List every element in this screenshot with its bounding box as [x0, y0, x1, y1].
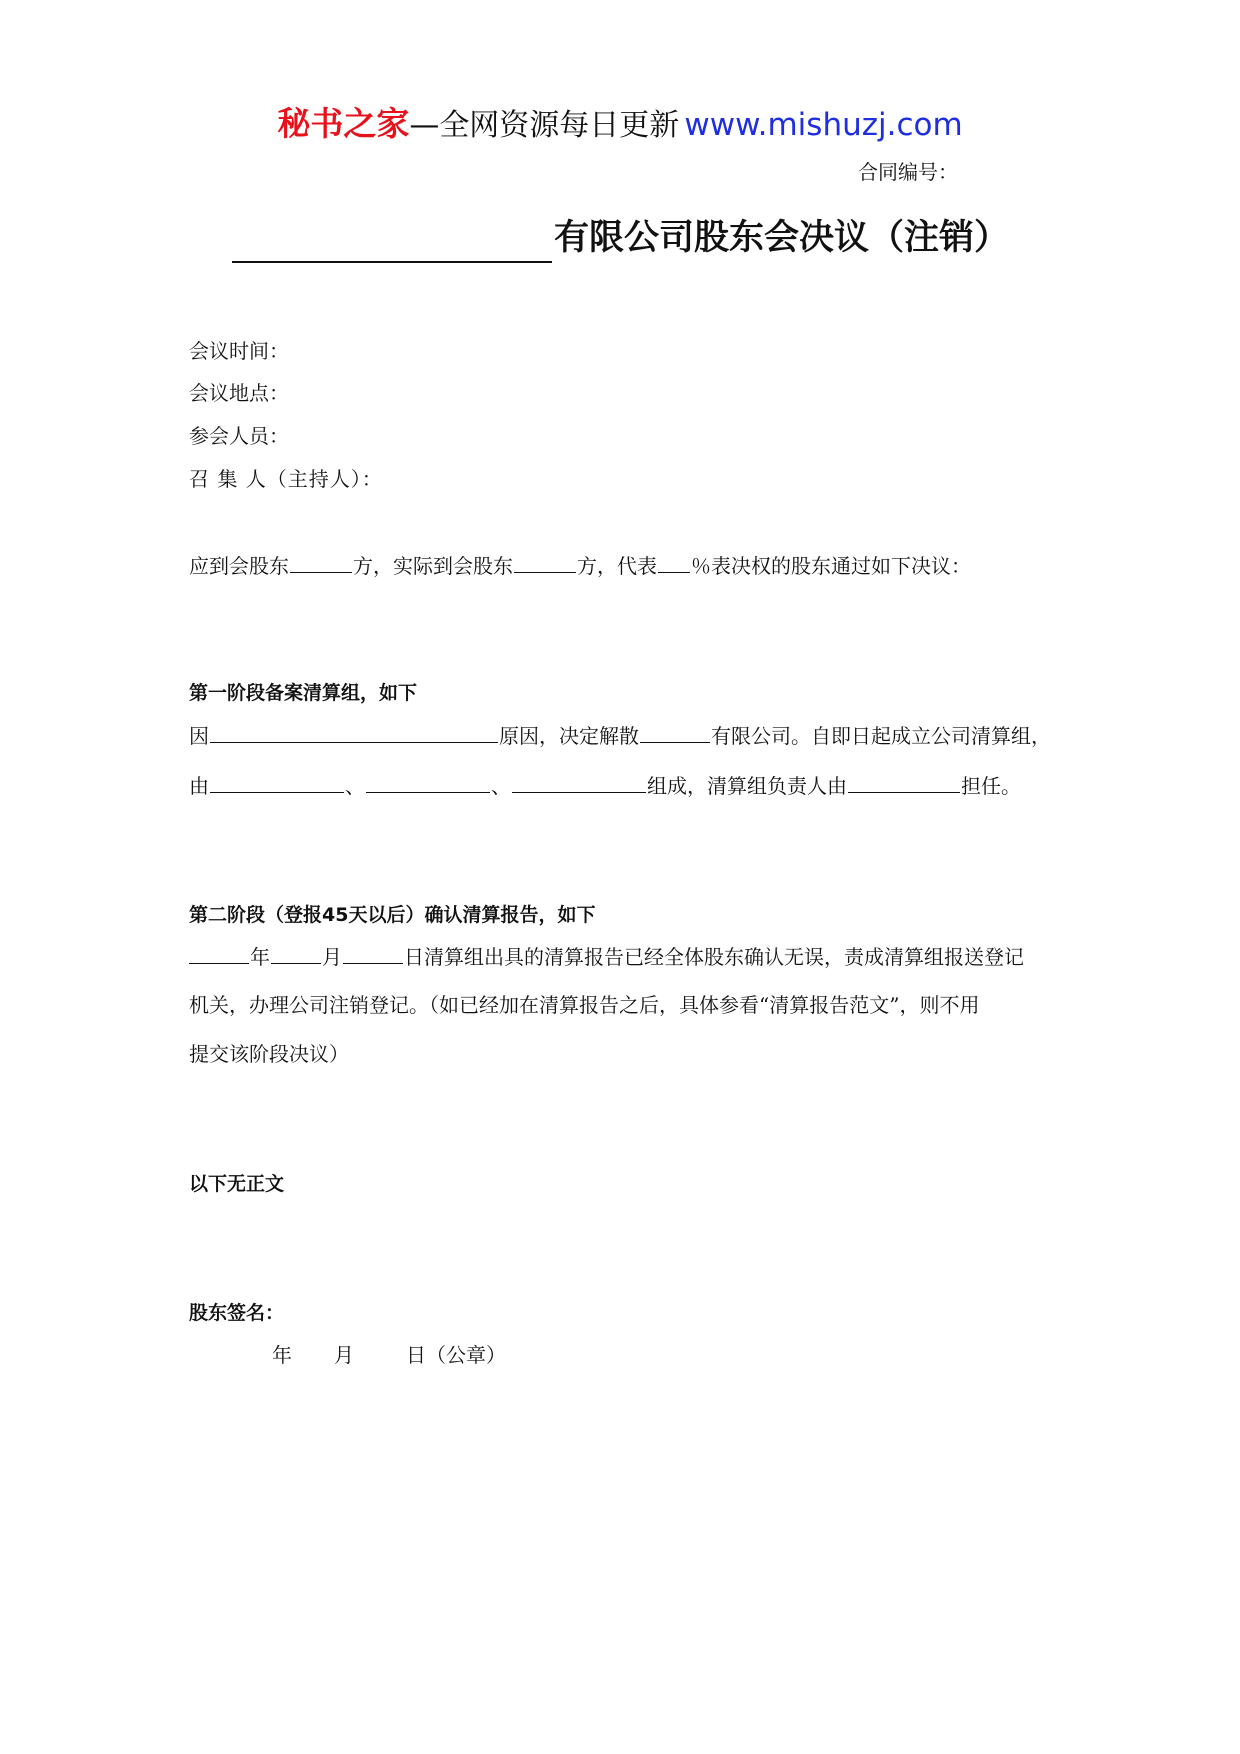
stage2-line1	[189, 941, 1024, 972]
document-title	[232, 203, 1009, 263]
signature-date-line	[272, 1340, 506, 1370]
stage1-line2-a: 由	[189, 774, 209, 798]
stage2-month: 月	[322, 945, 342, 969]
header-banner	[0, 100, 1240, 148]
stage1-line1-c: 有限公司。自即日起成立公司清算组，	[711, 724, 1051, 748]
attendance-part1: 应到会股东	[189, 554, 289, 578]
stage1-heading: 第一阶段备案清算组，如下	[189, 682, 418, 704]
attendance-part2: 方，实际到会股东	[353, 554, 513, 578]
stage2-line2: 机关，办理公司注销登记。（如已经加在清算报告之后，具体参看“清算报告范文”，则不用	[189, 993, 980, 1017]
separator-1: 、	[345, 774, 365, 798]
convener-label: 召 集 人（主持人）：	[189, 467, 383, 491]
site-link[interactable]: www.mishuzj.com	[684, 107, 963, 143]
stage2-line3: 提交该阶段决议）	[189, 1042, 349, 1066]
member2-blank	[366, 770, 490, 793]
contract-number-label: 合同编号：	[858, 160, 958, 184]
attendance-line	[189, 550, 971, 581]
end-note: 以下无正文	[189, 1173, 285, 1195]
year-blank	[189, 941, 249, 964]
reason-blank	[210, 720, 498, 743]
signature-month: 月	[334, 1343, 354, 1367]
stage1-line2-b: 组成，清算组负责人由	[647, 774, 847, 798]
attendees-label: 参会人员：	[189, 424, 289, 448]
separator-2: 、	[491, 774, 511, 798]
stage1-line2-c: 担任。	[961, 774, 1021, 798]
voting-percent-blank	[658, 550, 690, 573]
member1-blank	[210, 770, 344, 793]
slogan: —全网资源每日更新	[409, 108, 680, 143]
stage2-heading: 第二阶段（登报45天以后）确认清算报告，如下	[189, 904, 596, 926]
stage2-day-text: 日清算组出具的清算报告已经全体股东确认无误，责成清算组报送登记	[404, 945, 1024, 969]
stage2-year: 年	[250, 945, 270, 969]
actual-shareholders-blank	[514, 550, 576, 573]
month-blank	[271, 941, 321, 964]
attendance-part4: ％表决权的股东通过如下决议：	[691, 554, 971, 578]
signature-label: 股东签名：	[189, 1302, 285, 1324]
stage1-line1	[189, 720, 1051, 751]
stage1-line2	[189, 770, 1021, 801]
company-blank	[640, 720, 710, 743]
meeting-place-label: 会议地点：	[189, 381, 289, 405]
meeting-time-label: 会议时间：	[189, 339, 289, 363]
day-blank	[343, 941, 403, 964]
leader-blank	[848, 770, 960, 793]
expected-shareholders-blank	[290, 550, 352, 573]
stage1-line1-b: 原因，决定解散	[499, 724, 639, 748]
signature-year: 年	[272, 1343, 292, 1367]
stage1-line1-a: 因	[189, 724, 209, 748]
attendance-part3: 方，代表	[577, 554, 657, 578]
title-text: 有限公司股东会决议（注销）	[554, 218, 1010, 258]
member3-blank	[512, 770, 646, 793]
brand-name: 秘书之家	[277, 104, 410, 143]
signature-day: 日（公章）	[406, 1343, 506, 1367]
company-name-blank	[232, 215, 552, 263]
